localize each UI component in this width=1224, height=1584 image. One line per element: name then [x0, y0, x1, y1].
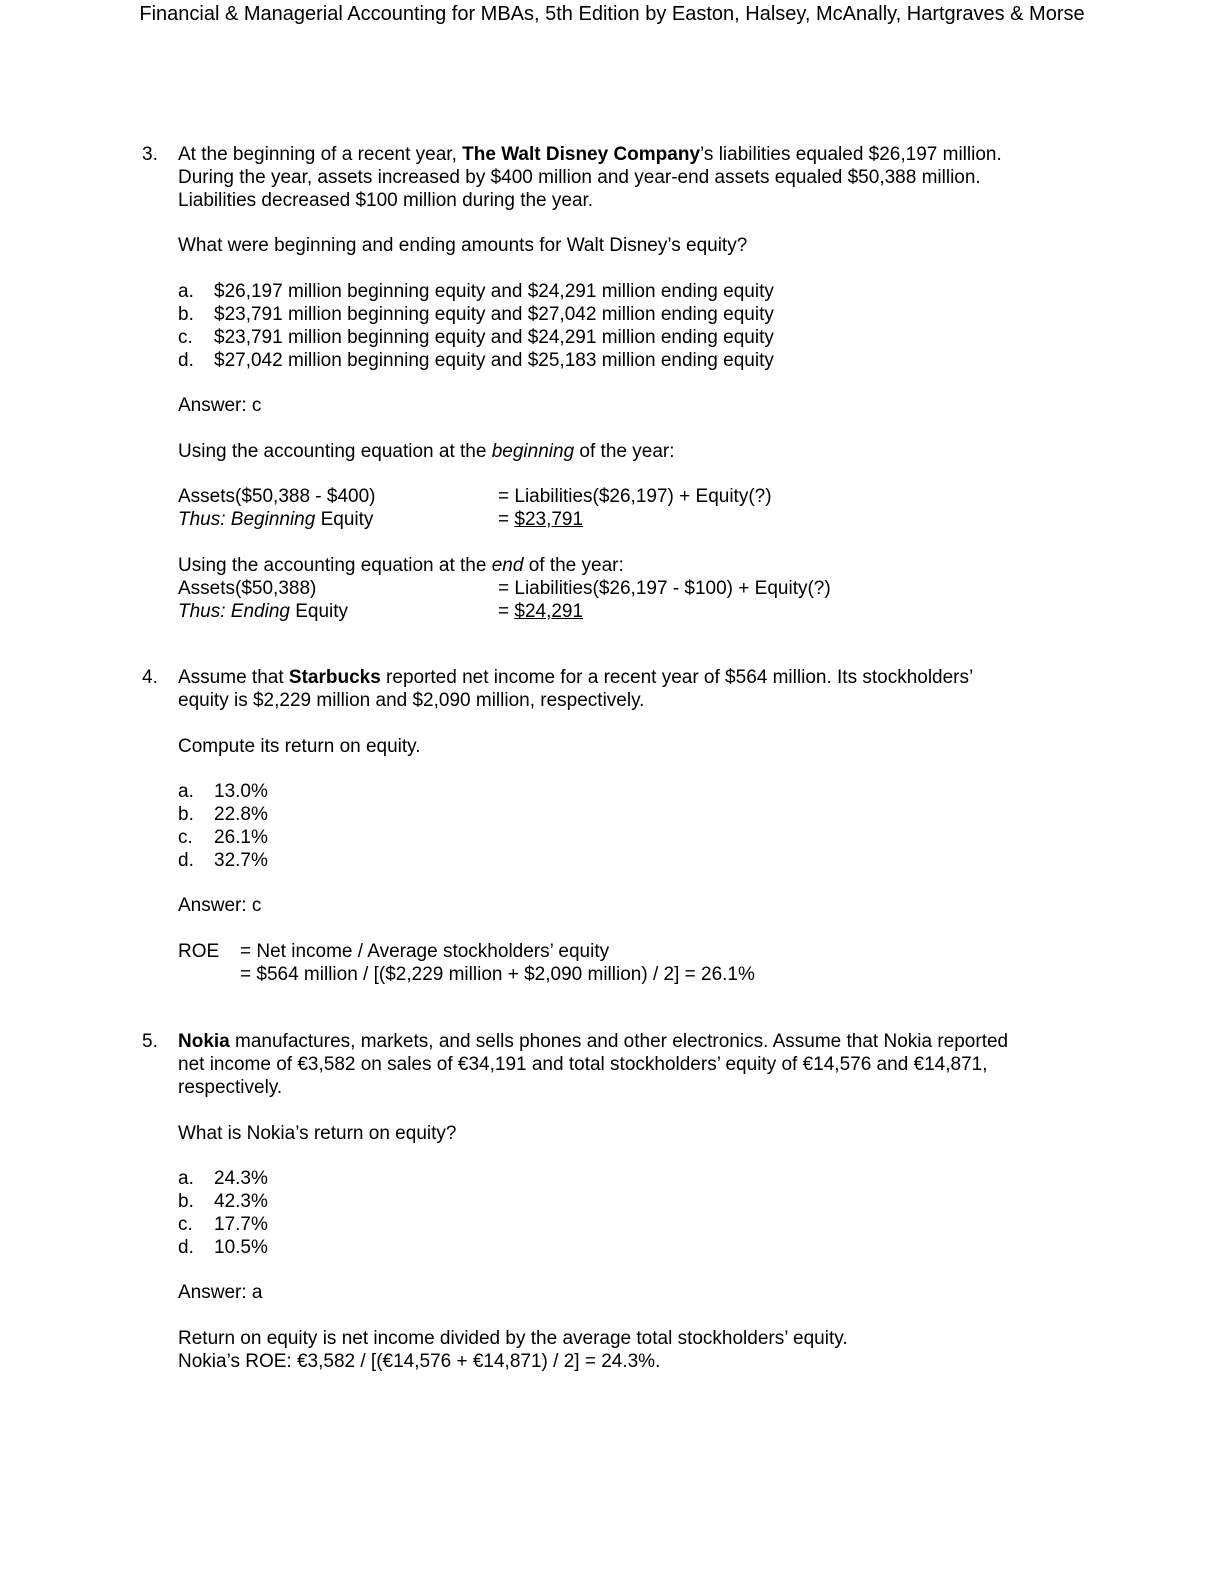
option-b [178, 803, 268, 826]
question-prompt: What were beginning and ending amounts for Walt Disney’s equity? [178, 235, 748, 256]
option-text: $23,791 million beginning equity and $24,291 million ending equity [214, 327, 774, 348]
emphasis: Thus: Beginning [178, 509, 316, 530]
text-segment: ’s liabilities equaled $26,197 million. [700, 144, 1002, 165]
equation-left: Assets($50,388) [178, 578, 317, 599]
option-text: 24.3% [214, 1168, 268, 1189]
question-number: 5. [142, 1031, 158, 1052]
roe-formula: = Net income / Average stockholders’ equity [240, 941, 610, 962]
question-number: 3. [142, 144, 158, 165]
text-segment: Using the accounting equation at the [178, 555, 492, 576]
option-text: 13.0% [214, 781, 268, 802]
text-line: equity is $2,229 million and $2,090 million, respectively. [178, 690, 645, 711]
equals-sign: = [498, 509, 515, 530]
text-segment: Equity [289, 601, 349, 622]
option-letter: d. [178, 350, 194, 371]
roe-calculation: = $564 million / [($2,229 million + $2,090 million) / 2] = 26.1% [240, 964, 755, 985]
beginning-equity-value: $23,791 [514, 509, 584, 530]
option-text: 17.7% [214, 1214, 268, 1235]
option-d [178, 1236, 268, 1259]
emphasis: Thus: Ending [178, 601, 290, 622]
solution-intro-beginning [178, 440, 1058, 463]
option-b [178, 303, 774, 326]
option-letter: c. [178, 827, 193, 848]
text-segment: of the year: [574, 441, 675, 462]
text-segment: Equity [315, 509, 374, 530]
question-text [178, 143, 1058, 212]
page-header: Financial & Managerial Accounting for MBAs, 5th Edition by Easton, Halsey, McAnally, Hartgraves & Morse [139, 3, 1085, 25]
option-text: 42.3% [214, 1191, 268, 1212]
question-number: 4. [142, 667, 158, 688]
ending-equity-value: $24,291 [514, 601, 584, 622]
question-prompt: What is Nokia’s return on equity? [178, 1123, 457, 1144]
roe-calculation: Nokia’s ROE: €3,582 / [(€14,576 + €14,871) / 2] = 24.3%. [178, 1351, 661, 1372]
text-line: During the year, assets increased by $400 million and year-end assets equaled $50,388 million. [178, 167, 981, 188]
equation-left [178, 601, 348, 622]
option-text: 22.8% [214, 804, 268, 825]
option-c [178, 826, 268, 849]
option-letter: a. [178, 781, 194, 802]
equation-right [498, 600, 583, 623]
option-text: $26,197 million beginning equity and $24,291 million ending equity [214, 281, 774, 302]
option-text: $23,791 million beginning equity and $27,042 million ending equity [214, 304, 774, 325]
text-segment: reported net income for a recent year of $564 million. Its stockholders’ [380, 667, 974, 688]
text-segment: manufactures, markets, and sells phones and other electronics. Assume that Nokia reported [229, 1031, 1009, 1052]
text-line: respectively. [178, 1077, 283, 1098]
option-letter: c. [178, 327, 193, 348]
company-name: Starbucks [288, 667, 381, 688]
explanation: Return on equity is net income divided by the average total stockholders’ equity. [178, 1328, 848, 1349]
text-line: Liabilities decreased $100 million during the year. [178, 190, 594, 211]
equation-row [178, 600, 584, 623]
equation-left: Assets($50,388 - $400) [178, 486, 376, 507]
question-prompt: Compute its return on equity. [178, 736, 421, 757]
equation-right [498, 508, 583, 531]
equation-left [178, 509, 373, 530]
option-c [178, 1213, 268, 1236]
question-text [178, 1030, 1058, 1099]
option-text: 32.7% [214, 850, 268, 871]
option-text: 10.5% [214, 1237, 268, 1258]
solution-intro-end [178, 554, 1058, 577]
answer: Answer: c [178, 895, 262, 916]
option-text: 26.1% [214, 827, 268, 848]
equation-row [178, 485, 772, 508]
text-segment: Using the accounting equation at the [178, 441, 492, 462]
option-b [178, 1190, 268, 1213]
option-letter: b. [178, 804, 194, 825]
text-line: net income of €3,582 on sales of €34,191 and total stockholders’ equity of €14,576 and €14,871, [178, 1054, 988, 1075]
option-c [178, 326, 774, 349]
text-segment: Assume that [178, 667, 289, 688]
company-name: Nokia [178, 1031, 230, 1052]
option-letter: b. [178, 304, 194, 325]
equation-right: = Liabilities($26,197) + Equity(?) [498, 486, 772, 507]
option-d [178, 849, 268, 872]
equals-sign: = [498, 601, 515, 622]
option-letter: a. [178, 281, 194, 302]
option-a [178, 780, 268, 803]
option-letter: c. [178, 1214, 193, 1235]
answer: Answer: c [178, 395, 262, 416]
question-text [178, 666, 1058, 712]
option-a [178, 1167, 268, 1190]
option-letter: a. [178, 1168, 194, 1189]
text-segment: of the year: [523, 555, 624, 576]
option-text: $27,042 million beginning equity and $25,183 million ending equity [214, 350, 774, 371]
equation-row [178, 508, 584, 531]
option-letter: d. [178, 850, 194, 871]
answer: Answer: a [178, 1282, 263, 1303]
emphasis: end [491, 555, 524, 576]
option-a [178, 280, 774, 303]
roe-label: ROE [178, 941, 220, 962]
emphasis: beginning [491, 441, 575, 462]
text-segment: At the beginning of a recent year, [178, 144, 463, 165]
equation-right: = Liabilities($26,197 - $100) + Equity(?) [498, 578, 831, 599]
company-name: The Walt Disney Company [462, 144, 701, 165]
option-d [178, 349, 774, 372]
option-letter: d. [178, 1237, 194, 1258]
equation-row [178, 577, 831, 600]
option-letter: b. [178, 1191, 194, 1212]
